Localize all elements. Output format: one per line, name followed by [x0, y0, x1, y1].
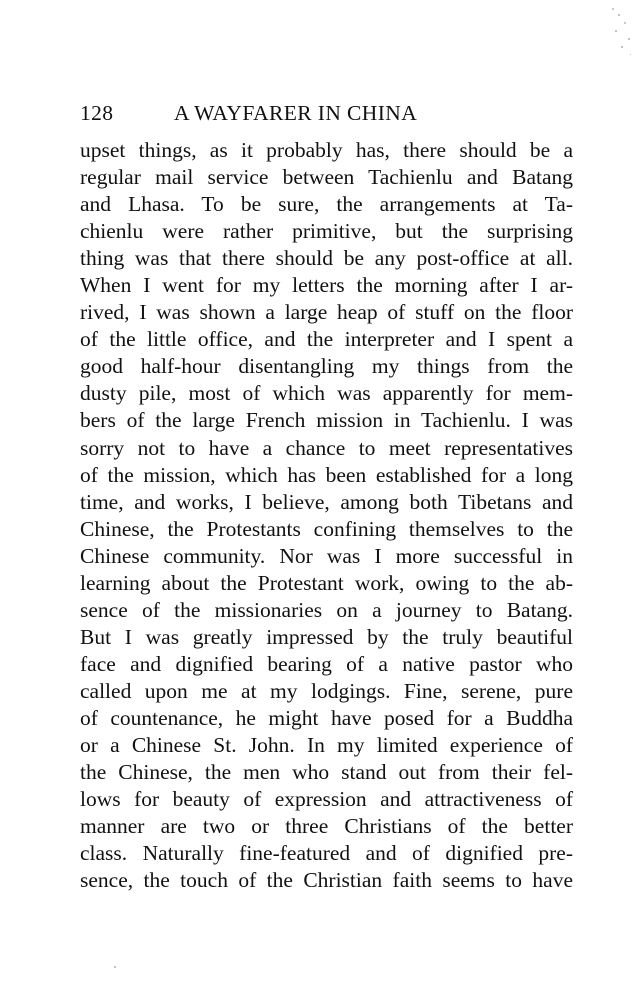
scan-speck — [630, 54, 631, 55]
text-line: sence of the missionaries on a journey to Batang. — [80, 597, 573, 622]
text-line: chienlu were rather primitive, but the surprising — [80, 219, 573, 244]
text-line: class. Naturally fine-featured and of dignified pre- — [80, 841, 573, 866]
text-line: called upon me at my lodgings. Fine, serene, pure — [80, 678, 573, 703]
page-number: 128 — [80, 101, 114, 125]
scan-speck — [621, 46, 623, 48]
text-line: sorry not to have a chance to meet representatives — [80, 435, 573, 460]
text-line: manner are two or three Christians of the better — [80, 814, 573, 839]
text-line: Chinese community. Nor was I more successful in — [80, 543, 573, 568]
text-line: and Lhasa. To be sure, the arrangements at Ta- — [80, 192, 573, 217]
text-line: But I was greatly impressed by the truly beautiful — [80, 624, 573, 649]
text-line: face and dignified bearing of a native pastor who — [80, 651, 573, 676]
text-line: of the little office, and the interpreter and I spent a — [80, 327, 573, 352]
text-line: learning about the Protestant work, owing to the ab- — [80, 570, 573, 595]
text-line: good half-hour disentangling my things from the — [80, 354, 573, 379]
text-line: time, and works, I believe, among both Tibetans and — [80, 489, 573, 514]
text-line: bers of the large French mission in Tachienlu. I was — [80, 408, 573, 433]
text-line: sence, the touch of the Christian faith seems to have — [80, 868, 573, 893]
text-line: thing was that there should be any post-office at all. — [80, 246, 573, 271]
text-line: the Chinese, the men who stand out from their fel- — [80, 760, 573, 785]
text-line: of countenance, he might have posed for a Buddha — [80, 705, 573, 730]
text-line: regular mail service between Tachienlu and Batang — [80, 165, 573, 190]
running-head — [80, 98, 580, 128]
scan-speck — [615, 30, 617, 32]
book-title: A WAYFARER IN CHINA — [174, 101, 418, 125]
scan-speck — [618, 14, 620, 16]
scan-speck — [624, 22, 626, 24]
text-line: rived, I was shown a large heap of stuff on the floor — [80, 300, 573, 325]
text-line: of the mission, which has been established for a long — [80, 462, 573, 487]
text-line: Chinese, the Protestants confining themselves to the — [80, 516, 573, 541]
text-line: upset things, as it probably has, there should be a — [80, 138, 573, 162]
text-line: or a Chinese St. John. In my limited experience of — [80, 733, 573, 758]
scan-speck — [612, 8, 614, 10]
scan-speck — [114, 966, 116, 968]
text-line: dusty pile, most of which was apparently for mem- — [80, 381, 573, 406]
text-line: lows for beauty of expression and attractiveness of — [80, 787, 573, 812]
body-text — [80, 137, 573, 894]
text-line: When I went for my letters the morning after I ar- — [80, 273, 573, 298]
scan-speck — [628, 38, 630, 40]
